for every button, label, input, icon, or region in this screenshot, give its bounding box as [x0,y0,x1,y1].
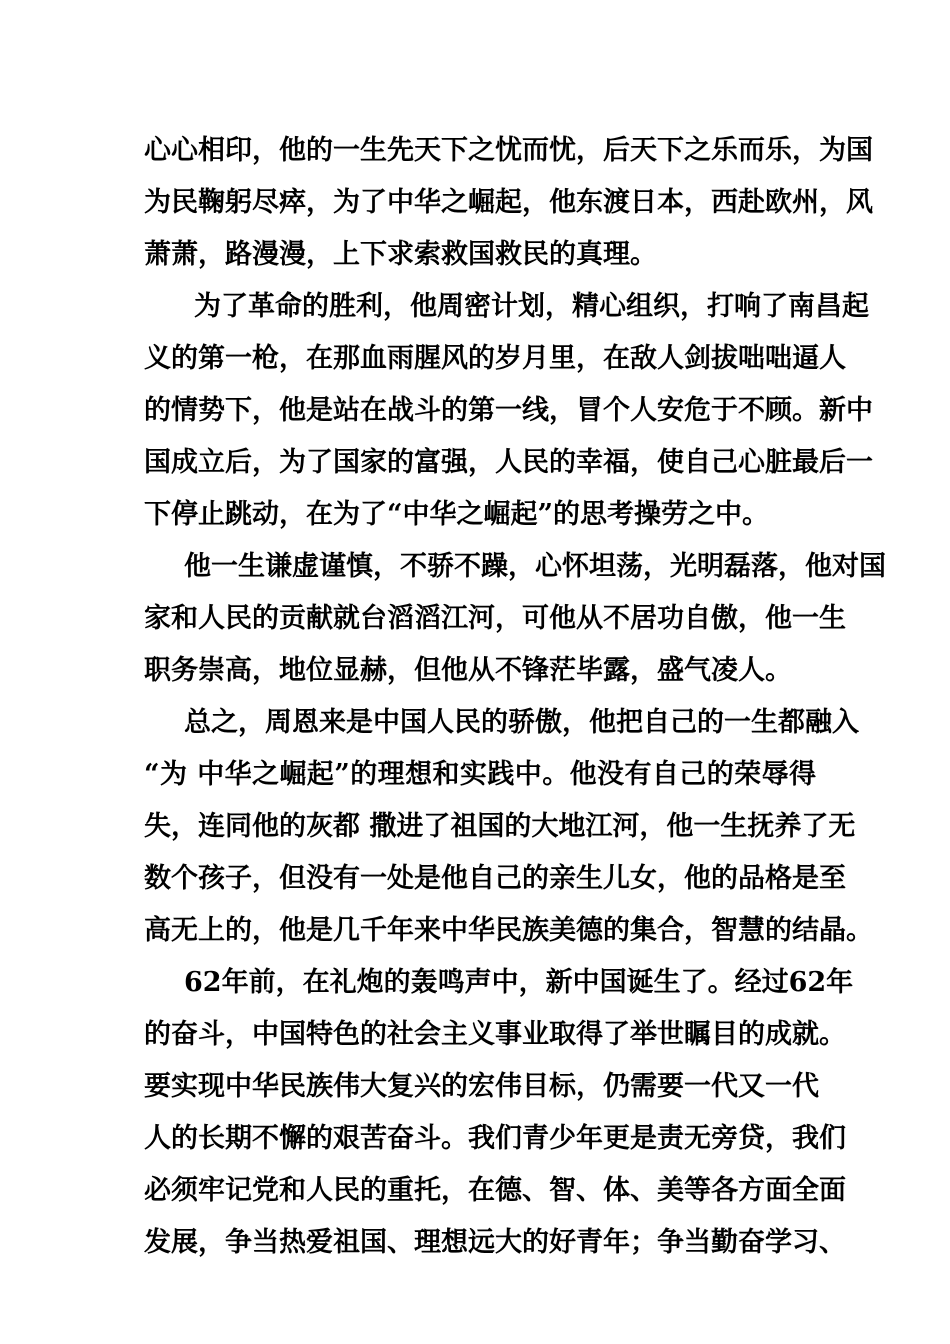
text-line: “为 中华之崛起”的理想和实践中。他没有自己的荣辱得 [144,759,816,790]
text-line: 高无上的，他是几千年来中华民族美德的集合，智慧的结晶。 [144,915,873,946]
text-line: 62年前，在礼炮的轰鸣声中，新中国诞生了。经过62年 [184,967,854,998]
text-line: 萧萧，路漫漫，上下求索救国救民的真理。 [144,239,657,270]
text-line: 国成立后，为了国家的富强，人民的幸福，使自己心脏最后一 [144,447,873,478]
text-line: 为了革命的胜利，他周密计划，精心组织，打响了南昌起 [194,291,869,322]
text-line: 为民鞠躬尽瘁，为了中华之崛起，他东渡日本，西赴欧州，风 [144,187,873,218]
text-line: 发展，争当热爱祖国、理想远大的好青年；争当勤奋学习、 [144,1227,846,1258]
text-line: 的情势下，他是站在战斗的第一线，冒个人安危于不顾。新中 [144,395,873,426]
text-line: 的奋斗，中国特色的社会主义事业取得了举世瞩目的成就。 [144,1019,846,1050]
text-line: 必须牢记党和人民的重托，在德、智、体、美等各方面全面 [144,1175,846,1206]
text-line: 数个孩子，但没有一处是他自己的亲生儿女，他的品格是至 [144,863,846,894]
text-line: 家和人民的贡献就台滔滔江河，可他从不居功自傲，他一生 [144,603,846,634]
text-line: 失，连同他的灰都 撒进了祖国的大地江河，他一生抚养了无 [144,811,856,842]
text-line: 总之，周恩来是中国人民的骄傲，他把自己的一生都融入 [184,707,859,738]
text-line: 义的第一枪，在那血雨腥风的岁月里，在敌人剑拔咄咄逼人 [144,343,846,374]
text-line: 人的长期不懈的艰苦奋斗。我们青少年更是责无旁贷，我们 [144,1123,846,1154]
text-line: 要实现中华民族伟大复兴的宏伟目标，仍需要一代又一代 [144,1071,819,1102]
text-line: 心心相印，他的一生先天下之忧而忧，后天下之乐而乐，为国 [144,135,873,166]
text-line: 下停止跳动，在为了“中华之崛起”的思考操劳之中。 [144,499,770,530]
text-line: 职务崇高，地位显赫，但他从不锋茫毕露，盛气凌人。 [144,655,792,686]
text-line: 他一生谦虚谨慎，不骄不躁，心怀坦荡，光明磊落，他对国 [184,551,886,582]
